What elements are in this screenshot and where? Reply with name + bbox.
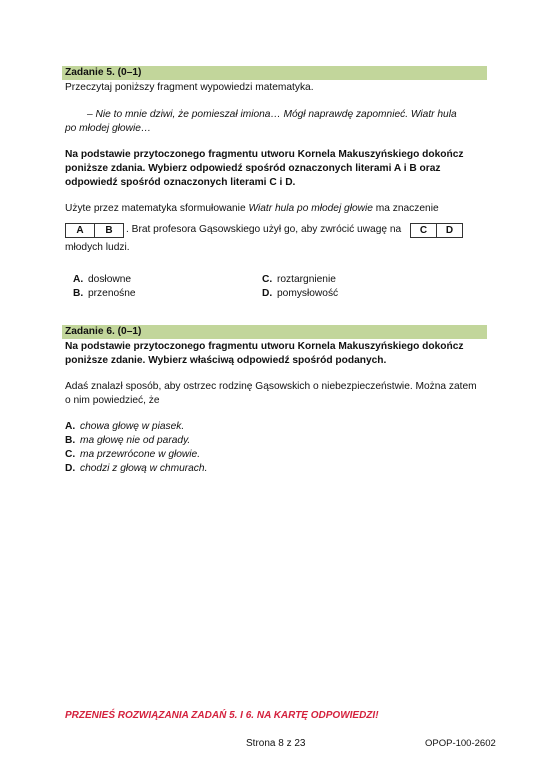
task5-option-b bbox=[73, 287, 136, 300]
answer-box-cd-d[interactable]: D bbox=[436, 224, 462, 237]
task5-sentence-part1: Użyte przez matematyka sformułowanie bbox=[65, 203, 249, 214]
option-text: dosłowne bbox=[88, 274, 132, 285]
option-text: pomysłowość bbox=[277, 288, 339, 299]
task5-header-text: Zadanie 5. (0–1) bbox=[65, 67, 142, 78]
task5-bold-line1: Na podstawie przytoczonego fragmentu utworu Kornela Makuszyńskiego dokończ bbox=[65, 149, 464, 160]
task5-sentence-italic: Wiatr hula po młodej głowie bbox=[248, 203, 373, 214]
option-key: C. bbox=[65, 449, 76, 460]
task5-quote-line1: – Nie to mnie dziwi, że pomieszał imiona… Mógł naprawdę zapomnieć. Wiatr hula bbox=[87, 109, 457, 120]
task6-bold-line2: poniższe zdanie. Wybierz właściwą odpowiedź spośród podanych. bbox=[65, 355, 387, 366]
task5-middle-text: . Brat profesora Gąsowskiego użył go, aby zwrócić uwagę na bbox=[126, 224, 402, 235]
task6-header-text: Zadanie 6. (0–1) bbox=[65, 326, 142, 337]
option-key: A. bbox=[73, 274, 84, 285]
task5-option-c bbox=[262, 273, 336, 286]
option-key: A. bbox=[65, 421, 76, 432]
task6-option-a bbox=[65, 420, 184, 433]
task5-quote-line2: po młodej głowie… bbox=[65, 123, 152, 134]
task6-option-d bbox=[65, 462, 207, 475]
option-text: ma przewrócone w głowie. bbox=[80, 449, 201, 460]
task5-header bbox=[62, 66, 487, 80]
answer-box-cd bbox=[410, 223, 463, 238]
option-text: chowa głowę w piasek. bbox=[80, 421, 185, 432]
task5-end-text: młodych ludzi. bbox=[65, 242, 130, 253]
task6-text-line1: Adaś znalazł sposób, aby ostrzec rodzinę Gąsowskich o niebezpieczeństwie. Można zatem bbox=[65, 381, 477, 392]
task6-bold-line1: Na podstawie przytoczonego fragmentu utworu Kornela Makuszyńskiego dokończ bbox=[65, 341, 464, 352]
task6-option-b bbox=[65, 434, 190, 447]
option-text: chodzi z głową w chmurach. bbox=[80, 463, 208, 474]
answer-box-ab-a[interactable]: A bbox=[76, 225, 84, 236]
task5-option-a bbox=[73, 273, 131, 286]
transfer-answers-note: PRZENIEŚ ROZWIĄZANIA ZADAŃ 5. I 6. NA KARTĘ ODPOWIEDZI! bbox=[65, 710, 379, 721]
task5-instruction: Przeczytaj poniższy fragment wypowiedzi matematyka. bbox=[65, 82, 314, 93]
task5-option-d bbox=[262, 287, 338, 300]
task5-sentence bbox=[65, 202, 439, 215]
answer-box-cd-c[interactable]: C bbox=[419, 225, 428, 236]
task6-header bbox=[62, 325, 487, 339]
option-key: B. bbox=[65, 435, 76, 446]
task6-option-c bbox=[65, 448, 200, 461]
option-key: B. bbox=[73, 288, 84, 299]
task5-bold-line3: odpowiedź spośród oznaczonych literami C i D. bbox=[65, 177, 296, 188]
option-key: C. bbox=[262, 274, 273, 285]
page-number: Strona 8 z 23 bbox=[246, 738, 306, 749]
option-text: ma głowę nie od parady. bbox=[80, 435, 191, 446]
answer-box-ab-b[interactable]: B bbox=[94, 224, 123, 237]
option-text: przenośne bbox=[88, 288, 136, 299]
task5-sentence-part2: ma znaczenie bbox=[372, 203, 439, 214]
answer-box-ab bbox=[65, 223, 124, 238]
task5-bold-line2: poniższe zdania. Wybierz odpowiedź spośród oznaczonych literami A i B oraz bbox=[65, 163, 441, 174]
option-text: roztargnienie bbox=[277, 274, 336, 285]
option-key: D. bbox=[65, 463, 76, 474]
task6-text-line2: o nim powiedzieć, że bbox=[65, 395, 160, 406]
option-key: D. bbox=[262, 288, 273, 299]
exam-code: OPOP-100-2602 bbox=[425, 738, 496, 749]
